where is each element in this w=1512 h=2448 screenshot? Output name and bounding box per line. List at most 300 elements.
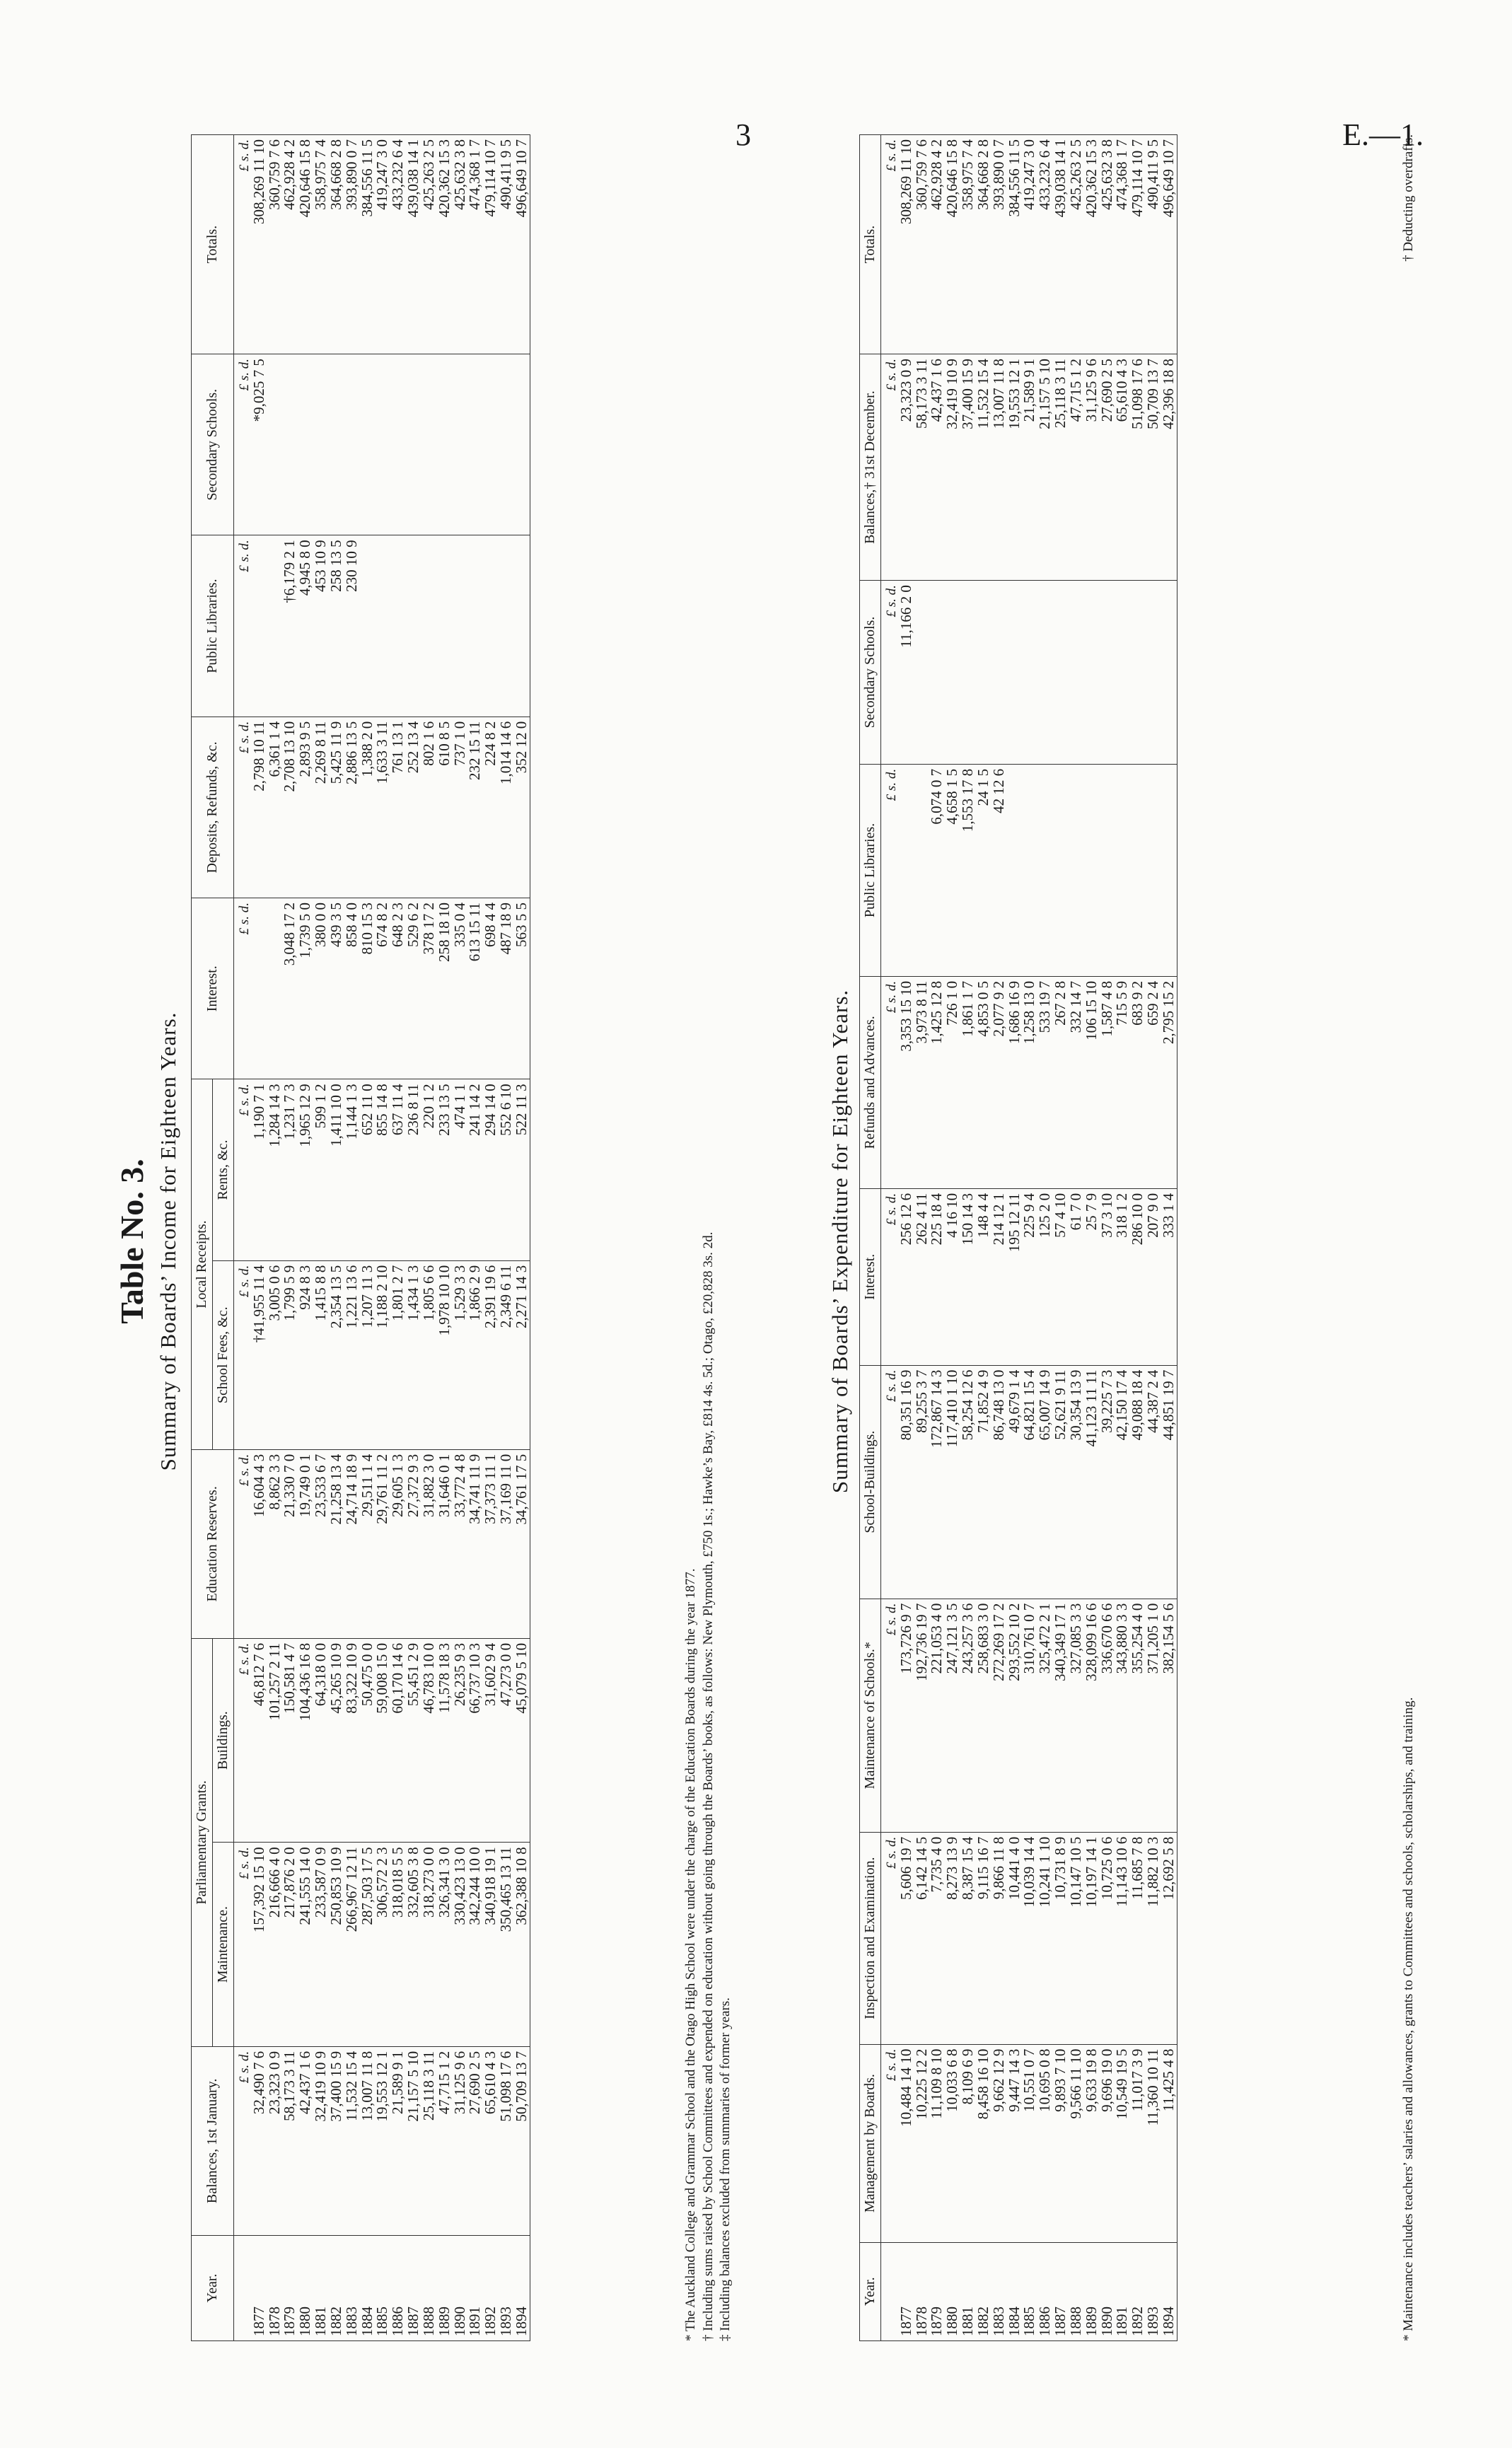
unit-cell: £ s. d. bbox=[234, 354, 252, 535]
value-cell bbox=[929, 581, 945, 765]
value-cell: 34,761 17 5 bbox=[514, 1449, 530, 1638]
value-cell bbox=[1130, 764, 1146, 976]
value-cell: 86,748 13 0 bbox=[991, 1365, 1007, 1599]
expenditure-col-header: Totals. bbox=[860, 135, 881, 354]
value-cell: 47,273 0 0 bbox=[499, 1638, 514, 1843]
year-cell: 1879 bbox=[282, 2235, 298, 2340]
value-cell: 384,556 11 5 bbox=[360, 135, 376, 354]
value-cell: 6,074 0 7 bbox=[929, 764, 945, 976]
value-cell: 106 15 10 bbox=[1084, 976, 1100, 1188]
unit-row bbox=[881, 135, 899, 2341]
value-cell: 5,606 19 7 bbox=[899, 1832, 914, 2044]
value-cell: 258,683 3 0 bbox=[976, 1599, 991, 1832]
value-cell: 173,726 9 7 bbox=[899, 1599, 914, 1832]
year-cell: 1878 bbox=[914, 2242, 930, 2340]
value-cell: 45,265 10 9 bbox=[329, 1638, 344, 1843]
value-cell: 552 6 10 bbox=[499, 1079, 514, 1260]
unit-cell: £ s. d. bbox=[881, 1188, 899, 1365]
value-cell bbox=[375, 535, 390, 717]
value-cell: 26,235 9 3 bbox=[453, 1638, 468, 1843]
value-cell: 24,714 18 9 bbox=[344, 1449, 360, 1638]
unit-cell: £ s. d. bbox=[881, 135, 899, 354]
col-parliamentary-grants: Parliamentary Grants. bbox=[192, 1638, 213, 2046]
value-cell bbox=[360, 535, 376, 717]
value-cell: 21,157 5 10 bbox=[406, 2046, 421, 2235]
value-cell: 384,556 11 5 bbox=[1007, 135, 1023, 354]
value-cell: 1,799 5 9 bbox=[282, 1260, 298, 1449]
value-cell: 232 15 11 bbox=[467, 717, 483, 898]
table-row bbox=[298, 135, 313, 2341]
value-cell: 350,465 13 11 bbox=[499, 1843, 514, 2047]
value-cell: 241,555 14 0 bbox=[298, 1843, 313, 2047]
table-row bbox=[329, 135, 344, 2341]
value-cell bbox=[1115, 581, 1130, 765]
table-row bbox=[499, 135, 514, 2341]
value-cell: 31,602 9 4 bbox=[483, 1638, 499, 1843]
value-cell: 217,876 2 0 bbox=[282, 1843, 298, 2047]
table-row bbox=[313, 135, 329, 2341]
income-table-body bbox=[234, 135, 530, 2341]
value-cell: 286 10 0 bbox=[1130, 1188, 1146, 1365]
value-cell: 1,529 3 3 bbox=[453, 1260, 468, 1449]
value-cell bbox=[1037, 581, 1053, 765]
year-cell: 1892 bbox=[1130, 2242, 1146, 2340]
value-cell: 192,736 19 7 bbox=[914, 1599, 930, 1832]
value-cell: 522 11 3 bbox=[514, 1079, 530, 1260]
value-cell: 858 4 0 bbox=[344, 898, 360, 1079]
value-cell: 8,273 13 9 bbox=[945, 1832, 960, 2044]
year-cell: 1890 bbox=[1100, 2242, 1115, 2340]
value-cell: 23,323 0 9 bbox=[899, 354, 914, 581]
value-cell: 294 14 0 bbox=[483, 1079, 499, 1260]
year-cell: 1893 bbox=[499, 2235, 514, 2340]
value-cell bbox=[453, 535, 468, 717]
unit-row bbox=[234, 135, 252, 2341]
value-cell: 1,411 10 0 bbox=[329, 1079, 344, 1260]
value-cell: 51,098 17 6 bbox=[499, 2046, 514, 2235]
value-cell: 8,862 3 3 bbox=[267, 1449, 283, 1638]
value-cell: 207 9 0 bbox=[1146, 1188, 1161, 1365]
table1-footnotes bbox=[682, 134, 735, 2341]
value-cell: 125 2 0 bbox=[1037, 1188, 1053, 1365]
value-cell bbox=[360, 354, 376, 535]
value-cell: 37,400 15 9 bbox=[960, 354, 976, 581]
value-cell: 1,801 2 7 bbox=[390, 1260, 406, 1449]
value-cell: 41,123 11 11 bbox=[1084, 1365, 1100, 1599]
page-number: 3 bbox=[735, 117, 751, 152]
value-cell bbox=[1053, 581, 1069, 765]
value-cell bbox=[1007, 764, 1023, 976]
table-row bbox=[1084, 135, 1100, 2341]
value-cell: 1,861 1 7 bbox=[960, 976, 976, 1188]
value-cell: 51,098 17 6 bbox=[1130, 354, 1146, 581]
value-cell: 6,142 14 5 bbox=[914, 1832, 930, 2044]
table-row bbox=[282, 135, 298, 2341]
value-cell: 3,973 8 11 bbox=[914, 976, 930, 1188]
value-cell: 29,761 11 2 bbox=[375, 1449, 390, 1638]
rotated-page-content bbox=[85, 92, 1443, 2391]
value-cell: 172,867 14 3 bbox=[929, 1365, 945, 1599]
value-cell: 44,851 19 7 bbox=[1161, 1365, 1177, 1599]
expenditure-col-header: School-Buildings. bbox=[860, 1365, 881, 1599]
value-cell: *9,025 7 5 bbox=[252, 354, 267, 535]
value-cell: 195 12 11 bbox=[1007, 1188, 1023, 1365]
value-cell bbox=[267, 354, 283, 535]
value-cell: 23,323 0 9 bbox=[267, 2046, 283, 2235]
value-cell bbox=[1007, 581, 1023, 765]
value-cell: 1,258 13 0 bbox=[1022, 976, 1037, 1188]
unit-cell: £ s. d. bbox=[234, 1260, 252, 1449]
year-cell: 1889 bbox=[1084, 2242, 1100, 2340]
value-cell: 378 17 2 bbox=[421, 898, 437, 1079]
value-cell: 325,472 2 1 bbox=[1037, 1599, 1053, 1832]
value-cell: 230 10 9 bbox=[344, 535, 360, 717]
value-cell: 425,632 3 8 bbox=[1100, 135, 1115, 354]
table-row bbox=[344, 135, 360, 2341]
value-cell: 343,880 3 3 bbox=[1115, 1599, 1130, 1832]
value-cell: 332 14 7 bbox=[1069, 976, 1084, 1188]
table1-footnote-double-dagger: ‡ Including balances excluded from summaries of former years. bbox=[718, 1997, 733, 2341]
unit-cell: £ s. d. bbox=[234, 1843, 252, 2047]
value-cell: 47,715 1 2 bbox=[437, 2046, 453, 2235]
year-cell: 1880 bbox=[945, 2242, 960, 2340]
value-cell: 44,387 2 4 bbox=[1146, 1365, 1161, 1599]
value-cell: 1,633 3 11 bbox=[375, 717, 390, 898]
value-cell: 12,692 5 8 bbox=[1161, 1832, 1177, 2044]
value-cell: 360,759 7 6 bbox=[914, 135, 930, 354]
table-row bbox=[929, 135, 945, 2341]
table-row bbox=[514, 135, 530, 2341]
value-cell: 32,490 7 6 bbox=[252, 2046, 267, 2235]
year-cell: 1891 bbox=[467, 2235, 483, 2340]
value-cell: 60,170 14 6 bbox=[390, 1638, 406, 1843]
unit-cell: £ s. d. bbox=[234, 1638, 252, 1843]
value-cell: 1,434 1 3 bbox=[406, 1260, 421, 1449]
year-cell: 1894 bbox=[514, 2235, 530, 2340]
value-cell bbox=[344, 354, 360, 535]
value-cell: 21,330 7 0 bbox=[282, 1449, 298, 1638]
unit-cell: £ s. d. bbox=[881, 2044, 899, 2242]
table1-subtitle: Summary of Boards’ Income for Eighteen Years. bbox=[156, 1011, 180, 1471]
value-cell bbox=[1100, 764, 1115, 976]
value-cell: 252 13 4 bbox=[406, 717, 421, 898]
value-cell bbox=[467, 535, 483, 717]
value-cell: 39,225 7 3 bbox=[1100, 1365, 1115, 1599]
table-row bbox=[1069, 135, 1084, 2341]
value-cell: 358,975 7 4 bbox=[313, 135, 329, 354]
value-cell: 2,708 13 10 bbox=[282, 717, 298, 898]
value-cell: 45,079 5 10 bbox=[514, 1638, 530, 1843]
col-buildings: Buildings. bbox=[213, 1638, 234, 1843]
value-cell bbox=[1069, 764, 1084, 976]
value-cell: 2,271 14 3 bbox=[514, 1260, 530, 1449]
value-cell: 10,695 0 8 bbox=[1037, 2044, 1053, 2242]
value-cell: 433,232 6 4 bbox=[390, 135, 406, 354]
value-cell: 425,632 3 8 bbox=[453, 135, 468, 354]
value-cell: 27,690 2 5 bbox=[1100, 354, 1115, 581]
value-cell: 4,658 1 5 bbox=[945, 764, 960, 976]
table-row bbox=[960, 135, 976, 2341]
value-cell: †6,179 2 1 bbox=[282, 535, 298, 717]
value-cell bbox=[375, 354, 390, 535]
income-table bbox=[191, 134, 530, 2341]
year-cell: 1881 bbox=[960, 2242, 976, 2340]
table-row bbox=[252, 135, 267, 2341]
year-cell: 1880 bbox=[298, 2235, 313, 2340]
value-cell: 24 1 5 bbox=[976, 764, 991, 976]
expenditure-col-header: Year. bbox=[860, 2242, 881, 2340]
value-cell: 1,805 6 6 bbox=[421, 1260, 437, 1449]
table-row bbox=[360, 135, 376, 2341]
value-cell: 42,150 17 4 bbox=[1115, 1365, 1130, 1599]
value-cell: 47,715 1 2 bbox=[1069, 354, 1084, 581]
value-cell: 425,263 2 5 bbox=[421, 135, 437, 354]
value-cell: 19,749 0 1 bbox=[298, 1449, 313, 1638]
col-education-reserves: Education Reserves. bbox=[192, 1449, 234, 1638]
value-cell: 380 0 0 bbox=[313, 898, 329, 1079]
expenditure-table-body bbox=[881, 135, 1177, 2341]
value-cell: 326,341 3 0 bbox=[437, 1843, 453, 2047]
table-row bbox=[914, 135, 930, 2341]
value-cell: 308,269 11 10 bbox=[252, 135, 267, 354]
value-cell: 49,088 18 4 bbox=[1130, 1365, 1146, 1599]
value-cell bbox=[914, 764, 930, 976]
value-cell: 10,484 14 10 bbox=[899, 2044, 914, 2242]
value-cell: 599 1 2 bbox=[313, 1079, 329, 1260]
value-cell: 42,396 18 8 bbox=[1161, 354, 1177, 581]
value-cell: 2,269 8 11 bbox=[313, 717, 329, 898]
value-cell: 439,038 14 1 bbox=[406, 135, 421, 354]
table-row bbox=[375, 135, 390, 2341]
col-rents: Rents, &c. bbox=[213, 1079, 234, 1260]
year-cell: 1892 bbox=[483, 2235, 499, 2340]
year-cell: 1890 bbox=[453, 2235, 468, 2340]
value-cell: 64,318 0 0 bbox=[313, 1638, 329, 1843]
value-cell bbox=[252, 898, 267, 1079]
value-cell: 266,967 12 11 bbox=[344, 1843, 360, 2047]
value-cell: 479,114 10 7 bbox=[483, 135, 499, 354]
value-cell: 21,157 5 10 bbox=[1037, 354, 1053, 581]
value-cell: 474,368 1 7 bbox=[1115, 135, 1130, 354]
value-cell: 453 10 9 bbox=[313, 535, 329, 717]
value-cell: 10,033 6 8 bbox=[945, 2044, 960, 2242]
value-cell: 698 4 4 bbox=[483, 898, 499, 1079]
value-cell: 31,646 0 1 bbox=[437, 1449, 453, 1638]
value-cell: 221,053 4 0 bbox=[929, 1599, 945, 1832]
value-cell bbox=[267, 535, 283, 717]
year-cell: 1877 bbox=[899, 2242, 914, 2340]
value-cell bbox=[437, 354, 453, 535]
value-cell: 4,853 0 5 bbox=[976, 976, 991, 1188]
value-cell bbox=[298, 354, 313, 535]
value-cell: 9,566 11 10 bbox=[1069, 2044, 1084, 2242]
value-cell: 2,391 19 6 bbox=[483, 1260, 499, 1449]
table-row bbox=[945, 135, 960, 2341]
unit-cell: £ s. d. bbox=[234, 898, 252, 1079]
value-cell: 420,362 15 3 bbox=[1084, 135, 1100, 354]
value-cell: 802 1 6 bbox=[421, 717, 437, 898]
value-cell bbox=[483, 354, 499, 535]
value-cell: 23,533 6 7 bbox=[313, 1449, 329, 1638]
value-cell: 10,147 10 5 bbox=[1069, 1832, 1084, 2044]
value-cell: 637 11 4 bbox=[390, 1079, 406, 1260]
value-cell: 150 14 3 bbox=[960, 1188, 976, 1365]
unit-cell: £ s. d. bbox=[881, 976, 899, 1188]
value-cell: 9,893 7 10 bbox=[1053, 2044, 1069, 2242]
value-cell bbox=[1084, 581, 1100, 765]
value-cell bbox=[1161, 581, 1177, 765]
value-cell: 150,581 4 7 bbox=[282, 1638, 298, 1843]
value-cell: 3,048 17 2 bbox=[282, 898, 298, 1079]
year-cell: 1887 bbox=[406, 2235, 421, 2340]
expenditure-table-header bbox=[860, 135, 881, 2341]
expenditure-col-header: Public Libraries. bbox=[860, 764, 881, 976]
value-cell: 32,419 10 9 bbox=[313, 2046, 329, 2235]
value-cell: 496,649 10 7 bbox=[1161, 135, 1177, 354]
value-cell: 327,085 3 3 bbox=[1069, 1599, 1084, 1832]
value-cell: 16,604 4 3 bbox=[252, 1449, 267, 1638]
value-cell: 355,254 4 0 bbox=[1130, 1599, 1146, 1832]
value-cell: 11,425 4 8 bbox=[1161, 2044, 1177, 2242]
value-cell: 2,893 9 5 bbox=[298, 717, 313, 898]
value-cell bbox=[514, 354, 530, 535]
unit-cell: £ s. d. bbox=[881, 1832, 899, 2044]
value-cell bbox=[313, 354, 329, 535]
value-cell bbox=[976, 581, 991, 765]
value-cell: 11,882 10 3 bbox=[1146, 1832, 1161, 2044]
value-cell: 439 3 5 bbox=[329, 898, 344, 1079]
value-cell: 49,679 1 4 bbox=[1007, 1365, 1023, 1599]
value-cell: 433,232 6 4 bbox=[1037, 135, 1053, 354]
table2-footnote-dagger: † Deducting overdrafts. bbox=[1401, 134, 1416, 262]
unit-cell: £ s. d. bbox=[881, 764, 899, 976]
table-row bbox=[976, 135, 991, 2341]
value-cell: 496,649 10 7 bbox=[514, 135, 530, 354]
year-cell: 1882 bbox=[976, 2242, 991, 2340]
value-cell: 220 1 2 bbox=[421, 1079, 437, 1260]
value-cell: 10,551 0 7 bbox=[1022, 2044, 1037, 2242]
value-cell: 11,017 3 9 bbox=[1130, 2044, 1146, 2242]
table-row bbox=[406, 135, 421, 2341]
year-cell: 1887 bbox=[1053, 2242, 1069, 2340]
value-cell: 71,852 4 9 bbox=[976, 1365, 991, 1599]
value-cell: 83,322 10 9 bbox=[344, 1638, 360, 1843]
value-cell: 37,169 11 0 bbox=[499, 1449, 514, 1638]
value-cell: 50,709 13 7 bbox=[514, 2046, 530, 2235]
value-cell: 2,077 9 2 bbox=[991, 976, 1007, 1188]
unit-cell bbox=[881, 2242, 899, 2340]
unit-cell: £ s. d. bbox=[234, 2046, 252, 2235]
value-cell: 1,978 10 10 bbox=[437, 1260, 453, 1449]
value-cell: 2,795 15 2 bbox=[1161, 976, 1177, 1188]
value-cell: 8,387 15 4 bbox=[960, 1832, 976, 2044]
value-cell bbox=[437, 535, 453, 717]
col-totals: Totals. bbox=[192, 135, 234, 354]
expenditure-col-header: Refunds and Advances. bbox=[860, 976, 881, 1188]
value-cell bbox=[1084, 764, 1100, 976]
value-cell: 157,392 15 10 bbox=[252, 1843, 267, 2047]
value-cell: 1,425 12 8 bbox=[929, 976, 945, 1188]
value-cell: 10,441 4 0 bbox=[1007, 1832, 1023, 2044]
value-cell: 330,423 13 0 bbox=[453, 1843, 468, 2047]
col-public-libraries: Public Libraries. bbox=[192, 535, 234, 717]
value-cell: 11,143 10 6 bbox=[1115, 1832, 1130, 2044]
value-cell: 1,415 8 8 bbox=[313, 1260, 329, 1449]
value-cell bbox=[499, 354, 514, 535]
year-cell: 1893 bbox=[1146, 2242, 1161, 2340]
year-cell: 1882 bbox=[329, 2235, 344, 2340]
value-cell bbox=[991, 581, 1007, 765]
col-maintenance: Maintenance. bbox=[213, 1843, 234, 2047]
value-cell: 1,144 1 3 bbox=[344, 1079, 360, 1260]
value-cell bbox=[1069, 581, 1084, 765]
year-cell: 1884 bbox=[1007, 2242, 1023, 2340]
value-cell: 1,231 7 3 bbox=[282, 1079, 298, 1260]
value-cell: 19,553 12 1 bbox=[375, 2046, 390, 2235]
value-cell bbox=[406, 535, 421, 717]
value-cell: 27,372 9 3 bbox=[406, 1449, 421, 1638]
table-row bbox=[1007, 135, 1023, 2341]
table-row bbox=[453, 135, 468, 2341]
value-cell: 58,173 3 11 bbox=[914, 354, 930, 581]
value-cell: 1,686 16 9 bbox=[1007, 976, 1023, 1188]
unit-cell bbox=[234, 2235, 252, 2340]
value-cell bbox=[406, 354, 421, 535]
year-cell: 1881 bbox=[313, 2235, 329, 2340]
value-cell: 272,269 17 2 bbox=[991, 1599, 1007, 1832]
value-cell: 42,437 1 6 bbox=[298, 2046, 313, 2235]
value-cell bbox=[1130, 581, 1146, 765]
value-cell: 715 5 9 bbox=[1115, 976, 1130, 1188]
year-cell: 1878 bbox=[267, 2235, 283, 2340]
value-cell: 148 4 4 bbox=[976, 1188, 991, 1365]
value-cell: 256 12 6 bbox=[899, 1188, 914, 1365]
value-cell: 420,646 15 8 bbox=[298, 135, 313, 354]
value-cell: 1,866 2 9 bbox=[467, 1260, 483, 1449]
value-cell: 1,221 13 6 bbox=[344, 1260, 360, 1449]
value-cell: 34,741 11 9 bbox=[467, 1449, 483, 1638]
value-cell: 61 7 0 bbox=[1069, 1188, 1084, 1365]
value-cell: 1,388 2 0 bbox=[360, 717, 376, 898]
value-cell: 58,254 12 6 bbox=[960, 1365, 976, 1599]
value-cell: 9,696 19 0 bbox=[1100, 2044, 1115, 2242]
value-cell: 65,007 14 9 bbox=[1037, 1365, 1053, 1599]
value-cell: 65,610 4 3 bbox=[483, 2046, 499, 2235]
value-cell bbox=[499, 535, 514, 717]
year-cell: 1891 bbox=[1115, 2242, 1130, 2340]
value-cell bbox=[1146, 581, 1161, 765]
value-cell: 333 1 4 bbox=[1161, 1188, 1177, 1365]
value-cell: 31,882 3 0 bbox=[421, 1449, 437, 1638]
value-cell: 11,360 10 11 bbox=[1146, 2044, 1161, 2242]
value-cell: 32,419 10 9 bbox=[945, 354, 960, 581]
table-row bbox=[899, 135, 914, 2341]
value-cell: 37,373 11 1 bbox=[483, 1449, 499, 1638]
year-cell: 1877 bbox=[252, 2235, 267, 2340]
value-cell: 1,207 11 3 bbox=[360, 1260, 376, 1449]
value-cell: 425,263 2 5 bbox=[1069, 135, 1084, 354]
value-cell: 225 18 4 bbox=[929, 1188, 945, 1365]
value-cell bbox=[252, 535, 267, 717]
value-cell: 25,118 3 11 bbox=[421, 2046, 437, 2235]
value-cell: 19,553 12 1 bbox=[1007, 354, 1023, 581]
value-cell: 57 4 10 bbox=[1053, 1188, 1069, 1365]
value-cell bbox=[960, 581, 976, 765]
value-cell: 474,368 1 7 bbox=[467, 135, 483, 354]
value-cell: 65,610 4 3 bbox=[1115, 354, 1130, 581]
value-cell: 310,761 0 7 bbox=[1022, 1599, 1037, 1832]
value-cell: 9,866 11 8 bbox=[991, 1832, 1007, 2044]
